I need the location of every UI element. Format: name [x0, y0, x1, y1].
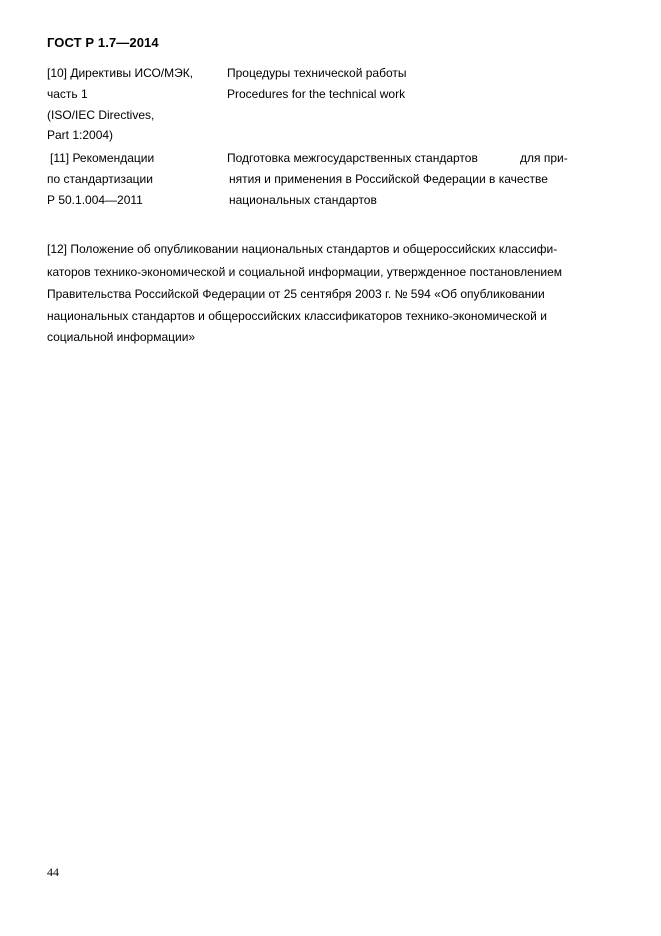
paragraph-line-5: социальной информации»	[47, 330, 196, 344]
ref-10-left-line-3: (ISO/IEC Directives,	[47, 108, 155, 122]
ref-11-left-line-2: по стандартизации	[47, 172, 153, 186]
ref-10-left-line-2: часть 1	[47, 87, 88, 101]
paragraph-line-4: национальных стандартов и общероссийских классификаторов технико-экономической и	[47, 309, 547, 323]
page-number: 44	[47, 865, 59, 879]
ref-11-left-line-1: [11] Рекомендации	[50, 151, 155, 165]
ref-11-left-line-3: Р 50.1.004—2011	[47, 193, 143, 207]
paragraph-line-2: каторов технико-экономической и социальной информации, утвержденное постановлением	[47, 265, 562, 279]
ref-11-right-line-1-tail: для при-	[520, 151, 568, 165]
paragraph-line-1: [12] Положение об опубликовании национальных стандартов и общероссийских классифи-	[47, 242, 558, 256]
ref-10-right-line-2: Procedures for the technical work	[227, 87, 406, 101]
ref-11-right-line-2: нятия и применения в Российской Федерации в качестве	[229, 172, 548, 186]
ref-10-left-line-4: Part 1:2004)	[47, 128, 114, 142]
document-header: ГОСТ Р 1.7—2014	[47, 35, 159, 50]
paragraph-line-3: Правительства Российской Федерации от 25 сентября 2003 г. № 594 «Об опубликовании	[47, 287, 545, 301]
ref-11-right-line-1: Подготовка межгосударственных стандартов	[227, 151, 478, 165]
ref-10-left-line-1: [10] Директивы ИСО/МЭК,	[47, 66, 194, 80]
ref-11-right-line-3: национальных стандартов	[229, 193, 377, 207]
ref-10-right-line-1: Процедуры технической работы	[227, 66, 407, 80]
